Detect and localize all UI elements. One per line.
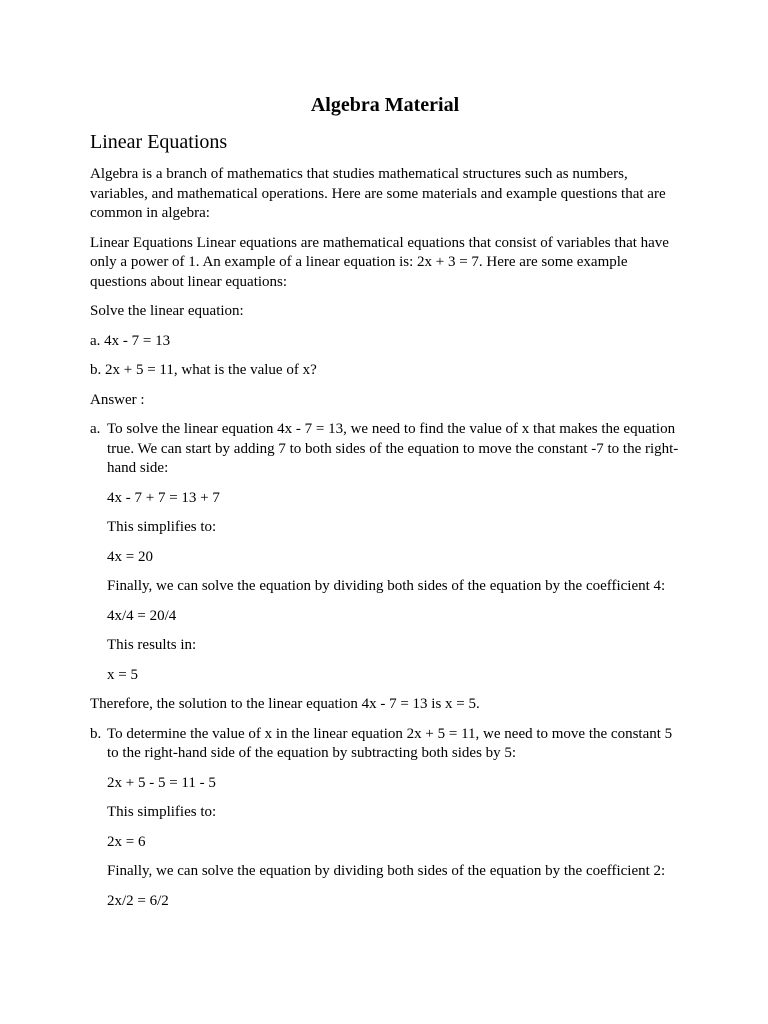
answer-a-results: This results in: [107, 637, 197, 653]
question-a: a. 4x - 7 = 13 [90, 332, 171, 349]
answer-b [90, 725, 680, 764]
answer-a-marker: a. [90, 421, 101, 437]
section-heading: Linear Equations [90, 131, 228, 153]
intro-paragraph: Algebra is a branch of mathematics that studies mathematical structures such as numbers, variables, and mathematical operations. Here are some materials and example questions that are common in algebra: [90, 166, 666, 221]
answer-a-step4: x = 5 [107, 666, 138, 683]
answer-b-simplifies: This simplifies to: [107, 804, 217, 820]
answer-a-step2: 4x = 20 [107, 548, 153, 565]
document-page [90, 92, 680, 911]
answer-b-marker: b. [90, 725, 102, 742]
answer-b-text: To determine the value of x in the linear equation 2x + 5 = 11, we need to move the constant 5 to the right-hand side of the equation by subtracting both sides by 5: [107, 725, 673, 761]
answer-b-step1: 2x + 5 - 5 = 11 - 5 [107, 774, 216, 791]
definition-paragraph: Linear Equations Linear equations are mathematical equations that consist of variables that have only a power of 1. An example of a linear equation is: 2x + 3 = 7. Here are some example questions about linear equations: [90, 234, 669, 290]
answer-a-step3: 4x/4 = 20/4 [107, 607, 177, 624]
question-b: b. 2x + 5 = 11, what is the value of x? [90, 362, 317, 378]
answer-b-step2: 2x = 6 [107, 833, 146, 850]
answer-a-finally: Finally, we can solve the equation by dividing both sides of the equation by the coefficient 4: [107, 578, 666, 594]
answer-label: Answer : [90, 391, 145, 408]
answer-a [90, 420, 680, 479]
answer-a-text: To solve the linear equation 4x - 7 = 13, we need to find the value of x that makes the equation true. We can start by adding 7 to both sides of the equation to move the constant -7 to the right-hand side: [107, 421, 679, 476]
answer-b-step3: 2x/2 = 6/2 [107, 892, 169, 909]
page-title: Algebra Material [310, 94, 460, 116]
answer-a-simplifies: This simplifies to: [107, 519, 217, 535]
answer-a-step1: 4x - 7 + 7 = 13 + 7 [107, 489, 220, 506]
answer-b-finally: Finally, we can solve the equation by dividing both sides of the equation by the coefficient 2: [107, 863, 666, 879]
conclusion-a: Therefore, the solution to the linear equation 4x - 7 = 13 is x = 5. [90, 696, 480, 712]
question-prompt: Solve the linear equation: [90, 303, 244, 319]
